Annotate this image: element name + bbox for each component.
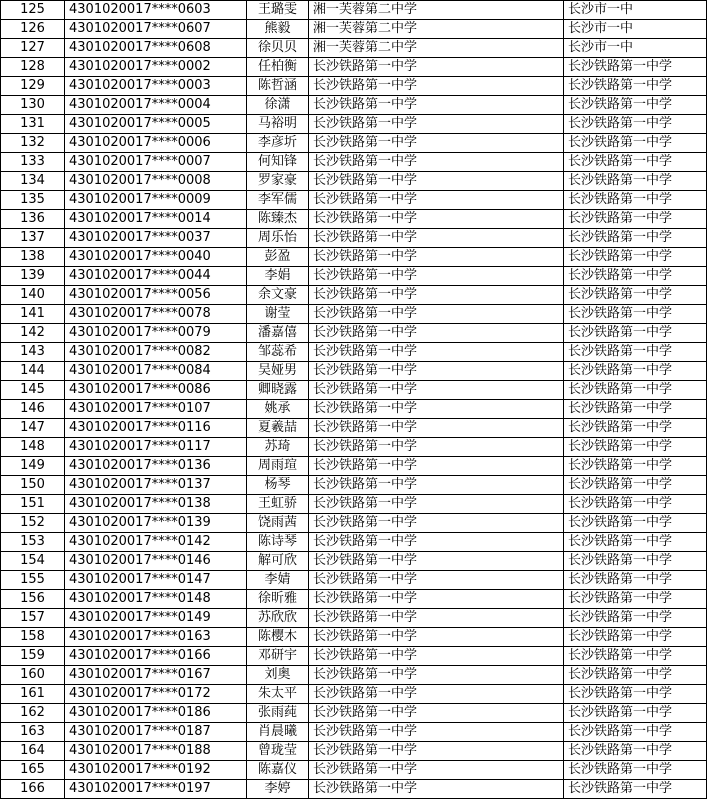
table-row [1, 609, 707, 628]
table-row [1, 324, 707, 343]
origin-school-cell: 长沙铁路第一中学 [309, 267, 564, 286]
origin-school-cell: 长沙铁路第一中学 [309, 191, 564, 210]
student-name-cell: 潘嘉僖 [247, 324, 309, 343]
student-name-cell: 任柏衡 [247, 58, 309, 77]
student-id-cell: 4301020017****0197 [65, 780, 247, 799]
origin-school-cell: 长沙铁路第一中学 [309, 552, 564, 571]
admitted-school-cell: 长沙铁路第一中学 [564, 96, 707, 115]
origin-school-cell: 长沙铁路第一中学 [309, 685, 564, 704]
admitted-school-cell: 长沙铁路第一中学 [564, 419, 707, 438]
table-row [1, 77, 707, 96]
admitted-school-cell: 长沙铁路第一中学 [564, 286, 707, 305]
row-number-cell: 146 [1, 400, 65, 419]
student-id-cell: 4301020017****0007 [65, 153, 247, 172]
row-number-cell: 141 [1, 305, 65, 324]
admitted-school-cell: 长沙铁路第一中学 [564, 742, 707, 761]
table-row [1, 172, 707, 191]
row-number-cell: 163 [1, 723, 65, 742]
student-id-cell: 4301020017****0149 [65, 609, 247, 628]
student-name-cell: 朱太平 [247, 685, 309, 704]
table-row [1, 58, 707, 77]
admitted-school-cell: 长沙铁路第一中学 [564, 628, 707, 647]
student-id-cell: 4301020017****0037 [65, 229, 247, 248]
student-id-cell: 4301020017****0167 [65, 666, 247, 685]
row-number-cell: 134 [1, 172, 65, 191]
table-row [1, 96, 707, 115]
row-number-cell: 148 [1, 438, 65, 457]
admitted-school-cell: 长沙铁路第一中学 [564, 400, 707, 419]
admitted-school-cell: 长沙铁路第一中学 [564, 533, 707, 552]
row-number-cell: 153 [1, 533, 65, 552]
student-name-cell: 王璐雯 [247, 1, 309, 20]
student-name-cell: 刘奥 [247, 666, 309, 685]
student-name-cell: 饶雨茜 [247, 514, 309, 533]
student-id-cell: 4301020017****0139 [65, 514, 247, 533]
row-number-cell: 143 [1, 343, 65, 362]
table-row [1, 248, 707, 267]
student-name-cell: 夏羲喆 [247, 419, 309, 438]
origin-school-cell: 长沙铁路第一中学 [309, 457, 564, 476]
row-number-cell: 135 [1, 191, 65, 210]
admitted-school-cell: 长沙铁路第一中学 [564, 58, 707, 77]
student-name-cell: 苏欣欣 [247, 609, 309, 628]
origin-school-cell: 长沙铁路第一中学 [309, 400, 564, 419]
student-name-cell: 解可欣 [247, 552, 309, 571]
row-number-cell: 159 [1, 647, 65, 666]
student-id-cell: 4301020017****0172 [65, 685, 247, 704]
origin-school-cell: 长沙铁路第一中学 [309, 780, 564, 799]
student-id-cell: 4301020017****0607 [65, 20, 247, 39]
admitted-school-cell: 长沙铁路第一中学 [564, 704, 707, 723]
student-name-cell: 张雨莼 [247, 704, 309, 723]
table-row [1, 723, 707, 742]
table-row [1, 419, 707, 438]
admitted-school-cell: 长沙铁路第一中学 [564, 552, 707, 571]
student-id-cell: 4301020017****0192 [65, 761, 247, 780]
row-number-cell: 152 [1, 514, 65, 533]
origin-school-cell: 长沙铁路第一中学 [309, 362, 564, 381]
admitted-school-cell: 长沙铁路第一中学 [564, 134, 707, 153]
student-name-cell: 陈臻杰 [247, 210, 309, 229]
table-row [1, 115, 707, 134]
row-number-cell: 139 [1, 267, 65, 286]
student-name-cell: 曾珑莹 [247, 742, 309, 761]
student-id-cell: 4301020017****0188 [65, 742, 247, 761]
table-body [1, 1, 707, 799]
student-id-cell: 4301020017****0078 [65, 305, 247, 324]
table-row [1, 1, 707, 20]
student-id-cell: 4301020017****0084 [65, 362, 247, 381]
table-row [1, 343, 707, 362]
origin-school-cell: 长沙铁路第一中学 [309, 723, 564, 742]
student-name-cell: 肖晨曦 [247, 723, 309, 742]
table-row [1, 191, 707, 210]
student-id-cell: 4301020017****0003 [65, 77, 247, 96]
table-row [1, 381, 707, 400]
student-name-cell: 彭盈 [247, 248, 309, 267]
row-number-cell: 154 [1, 552, 65, 571]
student-id-cell: 4301020017****0005 [65, 115, 247, 134]
row-number-cell: 147 [1, 419, 65, 438]
row-number-cell: 138 [1, 248, 65, 267]
table-row [1, 704, 707, 723]
row-number-cell: 137 [1, 229, 65, 248]
admitted-school-cell: 长沙铁路第一中学 [564, 77, 707, 96]
student-name-cell: 陈诗琴 [247, 533, 309, 552]
admitted-school-cell: 长沙铁路第一中学 [564, 267, 707, 286]
table-row [1, 628, 707, 647]
origin-school-cell: 长沙铁路第一中学 [309, 495, 564, 514]
admitted-school-cell: 长沙铁路第一中学 [564, 457, 707, 476]
table-row [1, 647, 707, 666]
student-id-cell: 4301020017****0040 [65, 248, 247, 267]
student-name-cell: 罗家豪 [247, 172, 309, 191]
table-row [1, 457, 707, 476]
admitted-school-cell: 长沙铁路第一中学 [564, 191, 707, 210]
student-id-cell: 4301020017****0004 [65, 96, 247, 115]
student-id-cell: 4301020017****0138 [65, 495, 247, 514]
student-name-cell: 李婧 [247, 571, 309, 590]
admitted-school-cell: 长沙铁路第一中学 [564, 229, 707, 248]
origin-school-cell: 湘一芙蓉第二中学 [309, 39, 564, 58]
student-name-cell: 熊毅 [247, 20, 309, 39]
student-name-cell: 何知锋 [247, 153, 309, 172]
row-number-cell: 128 [1, 58, 65, 77]
student-id-cell: 4301020017****0603 [65, 1, 247, 20]
row-number-cell: 156 [1, 590, 65, 609]
origin-school-cell: 长沙铁路第一中学 [309, 58, 564, 77]
row-number-cell: 144 [1, 362, 65, 381]
student-name-cell: 徐潇 [247, 96, 309, 115]
admitted-school-cell: 长沙铁路第一中学 [564, 381, 707, 400]
student-name-cell: 李婷 [247, 780, 309, 799]
origin-school-cell: 长沙铁路第一中学 [309, 742, 564, 761]
student-name-cell: 李彦圻 [247, 134, 309, 153]
origin-school-cell: 长沙铁路第一中学 [309, 210, 564, 229]
student-id-cell: 4301020017****0117 [65, 438, 247, 457]
table-row [1, 20, 707, 39]
table-row [1, 780, 707, 799]
admitted-school-cell: 长沙铁路第一中学 [564, 172, 707, 191]
table-row [1, 400, 707, 419]
student-name-cell: 陈嘉仪 [247, 761, 309, 780]
student-id-cell: 4301020017****0163 [65, 628, 247, 647]
student-id-cell: 4301020017****0086 [65, 381, 247, 400]
student-name-cell: 余文豪 [247, 286, 309, 305]
table-row [1, 666, 707, 685]
admitted-school-cell: 长沙铁路第一中学 [564, 685, 707, 704]
student-name-cell: 姚承 [247, 400, 309, 419]
table-row [1, 495, 707, 514]
student-id-cell: 4301020017****0186 [65, 704, 247, 723]
student-name-cell: 周雨瑄 [247, 457, 309, 476]
table-row [1, 742, 707, 761]
origin-school-cell: 长沙铁路第一中学 [309, 381, 564, 400]
table-row [1, 590, 707, 609]
student-id-cell: 4301020017****0056 [65, 286, 247, 305]
origin-school-cell: 长沙铁路第一中学 [309, 115, 564, 134]
admitted-school-cell: 长沙铁路第一中学 [564, 343, 707, 362]
row-number-cell: 133 [1, 153, 65, 172]
table-row [1, 514, 707, 533]
origin-school-cell: 长沙铁路第一中学 [309, 628, 564, 647]
origin-school-cell: 长沙铁路第一中学 [309, 96, 564, 115]
admitted-school-cell: 长沙铁路第一中学 [564, 761, 707, 780]
origin-school-cell: 湘一芙蓉第二中学 [309, 20, 564, 39]
admitted-school-cell: 长沙铁路第一中学 [564, 438, 707, 457]
admitted-school-cell: 长沙铁路第一中学 [564, 723, 707, 742]
student-id-cell: 4301020017****0136 [65, 457, 247, 476]
row-number-cell: 127 [1, 39, 65, 58]
admitted-school-cell: 长沙铁路第一中学 [564, 153, 707, 172]
student-id-cell: 4301020017****0608 [65, 39, 247, 58]
origin-school-cell: 长沙铁路第一中学 [309, 229, 564, 248]
table-row [1, 438, 707, 457]
admitted-school-cell: 长沙铁路第一中学 [564, 495, 707, 514]
origin-school-cell: 长沙铁路第一中学 [309, 343, 564, 362]
origin-school-cell: 长沙铁路第一中学 [309, 571, 564, 590]
table-row [1, 476, 707, 495]
row-number-cell: 161 [1, 685, 65, 704]
student-name-cell: 吴娅男 [247, 362, 309, 381]
admitted-school-cell: 长沙市一中 [564, 20, 707, 39]
origin-school-cell: 长沙铁路第一中学 [309, 704, 564, 723]
table-row [1, 210, 707, 229]
row-number-cell: 155 [1, 571, 65, 590]
student-name-cell: 邓研宇 [247, 647, 309, 666]
row-number-cell: 158 [1, 628, 65, 647]
table-row [1, 153, 707, 172]
table-row [1, 533, 707, 552]
student-id-cell: 4301020017****0187 [65, 723, 247, 742]
row-number-cell: 151 [1, 495, 65, 514]
row-number-cell: 130 [1, 96, 65, 115]
table-row [1, 267, 707, 286]
student-id-cell: 4301020017****0107 [65, 400, 247, 419]
table-row [1, 305, 707, 324]
student-name-cell: 卿晓露 [247, 381, 309, 400]
table-row [1, 552, 707, 571]
row-number-cell: 166 [1, 780, 65, 799]
row-number-cell: 125 [1, 1, 65, 20]
row-number-cell: 160 [1, 666, 65, 685]
origin-school-cell: 长沙铁路第一中学 [309, 172, 564, 191]
student-id-cell: 4301020017****0166 [65, 647, 247, 666]
admitted-school-cell: 长沙铁路第一中学 [564, 609, 707, 628]
admitted-school-cell: 长沙铁路第一中学 [564, 476, 707, 495]
admitted-school-cell: 长沙铁路第一中学 [564, 571, 707, 590]
admitted-school-cell: 长沙铁路第一中学 [564, 666, 707, 685]
row-number-cell: 149 [1, 457, 65, 476]
student-name-cell: 徐昕雅 [247, 590, 309, 609]
student-id-cell: 4301020017****0006 [65, 134, 247, 153]
student-name-cell: 李军儒 [247, 191, 309, 210]
row-number-cell: 145 [1, 381, 65, 400]
student-id-cell: 4301020017****0079 [65, 324, 247, 343]
origin-school-cell: 长沙铁路第一中学 [309, 476, 564, 495]
origin-school-cell: 长沙铁路第一中学 [309, 419, 564, 438]
origin-school-cell: 长沙铁路第一中学 [309, 324, 564, 343]
table-row [1, 229, 707, 248]
student-name-cell: 马裕明 [247, 115, 309, 134]
student-id-cell: 4301020017****0044 [65, 267, 247, 286]
admitted-school-cell: 长沙铁路第一中学 [564, 590, 707, 609]
row-number-cell: 129 [1, 77, 65, 96]
admitted-school-cell: 长沙铁路第一中学 [564, 305, 707, 324]
student-name-cell: 杨琴 [247, 476, 309, 495]
student-name-cell: 李娟 [247, 267, 309, 286]
origin-school-cell: 长沙铁路第一中学 [309, 666, 564, 685]
student-id-cell: 4301020017****0008 [65, 172, 247, 191]
origin-school-cell: 长沙铁路第一中学 [309, 286, 564, 305]
student-id-cell: 4301020017****0137 [65, 476, 247, 495]
row-number-cell: 165 [1, 761, 65, 780]
admitted-school-cell: 长沙铁路第一中学 [564, 647, 707, 666]
student-name-cell: 苏琦 [247, 438, 309, 457]
admitted-school-cell: 长沙市一中 [564, 39, 707, 58]
origin-school-cell: 长沙铁路第一中学 [309, 609, 564, 628]
origin-school-cell: 长沙铁路第一中学 [309, 134, 564, 153]
row-number-cell: 132 [1, 134, 65, 153]
student-id-cell: 4301020017****0002 [65, 58, 247, 77]
student-id-cell: 4301020017****0116 [65, 419, 247, 438]
origin-school-cell: 长沙铁路第一中学 [309, 590, 564, 609]
student-id-cell: 4301020017****0082 [65, 343, 247, 362]
table-row [1, 286, 707, 305]
student-name-cell: 邹蕊希 [247, 343, 309, 362]
student-id-cell: 4301020017****0146 [65, 552, 247, 571]
origin-school-cell: 长沙铁路第一中学 [309, 761, 564, 780]
table-row [1, 134, 707, 153]
student-name-cell: 陈哲涵 [247, 77, 309, 96]
row-number-cell: 164 [1, 742, 65, 761]
row-number-cell: 126 [1, 20, 65, 39]
origin-school-cell: 长沙铁路第一中学 [309, 438, 564, 457]
admitted-school-cell: 长沙铁路第一中学 [564, 210, 707, 229]
table-row [1, 571, 707, 590]
student-name-cell: 周乐怡 [247, 229, 309, 248]
admitted-school-cell: 长沙铁路第一中学 [564, 115, 707, 134]
origin-school-cell: 长沙铁路第一中学 [309, 77, 564, 96]
admitted-school-cell: 长沙市一中 [564, 1, 707, 20]
admitted-school-cell: 长沙铁路第一中学 [564, 514, 707, 533]
origin-school-cell: 长沙铁路第一中学 [309, 514, 564, 533]
student-name-cell: 徐贝贝 [247, 39, 309, 58]
origin-school-cell: 长沙铁路第一中学 [309, 153, 564, 172]
admitted-school-cell: 长沙铁路第一中学 [564, 780, 707, 799]
origin-school-cell: 长沙铁路第一中学 [309, 248, 564, 267]
admitted-school-cell: 长沙铁路第一中学 [564, 324, 707, 343]
student-id-cell: 4301020017****0009 [65, 191, 247, 210]
origin-school-cell: 长沙铁路第一中学 [309, 647, 564, 666]
origin-school-cell: 长沙铁路第一中学 [309, 533, 564, 552]
student-id-cell: 4301020017****0142 [65, 533, 247, 552]
student-id-cell: 4301020017****0148 [65, 590, 247, 609]
student-name-cell: 王虹骄 [247, 495, 309, 514]
row-number-cell: 157 [1, 609, 65, 628]
admitted-school-cell: 长沙铁路第一中学 [564, 362, 707, 381]
origin-school-cell: 湘一芙蓉第二中学 [309, 1, 564, 20]
row-number-cell: 162 [1, 704, 65, 723]
table-row [1, 761, 707, 780]
student-id-cell: 4301020017****0014 [65, 210, 247, 229]
table-row [1, 685, 707, 704]
row-number-cell: 142 [1, 324, 65, 343]
student-name-cell: 谢莹 [247, 305, 309, 324]
table-row [1, 362, 707, 381]
row-number-cell: 150 [1, 476, 65, 495]
row-number-cell: 131 [1, 115, 65, 134]
student-name-cell: 陈樱木 [247, 628, 309, 647]
student-id-cell: 4301020017****0147 [65, 571, 247, 590]
origin-school-cell: 长沙铁路第一中学 [309, 305, 564, 324]
admitted-school-cell: 长沙铁路第一中学 [564, 248, 707, 267]
table-row [1, 39, 707, 58]
row-number-cell: 136 [1, 210, 65, 229]
row-number-cell: 140 [1, 286, 65, 305]
